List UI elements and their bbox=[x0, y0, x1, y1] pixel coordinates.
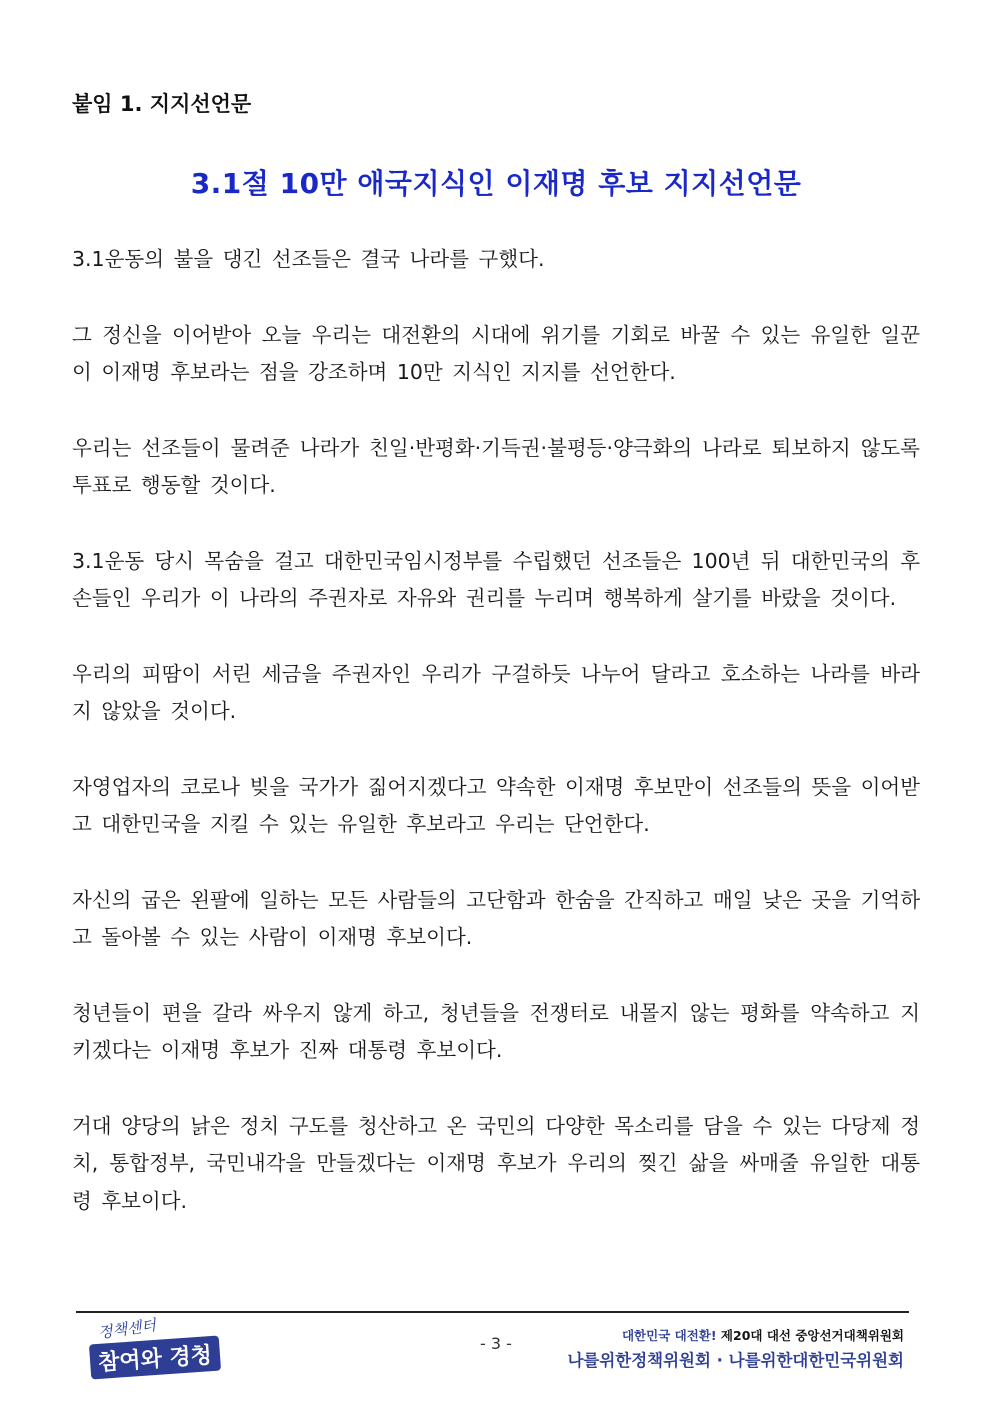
logo-subtitle: 정책센터 bbox=[97, 1316, 158, 1342]
committee-logo-line1 bbox=[567, 1326, 904, 1344]
committee-logo bbox=[567, 1326, 904, 1371]
document-body bbox=[72, 241, 920, 1258]
paragraph: 청년들이 편을 갈라 싸우지 않게 하고, 청년들을 전쟁터로 내몰지 않는 평화를 약속하고 지키겠다는 이재명 후보가 진짜 대통령 후보이다. bbox=[72, 1000, 920, 1062]
page-number: - 3 - bbox=[480, 1334, 512, 1353]
paragraph: 거대 양당의 낡은 정치 구도를 청산하고 온 국민의 다양한 목소리를 담을 수 있는 다당제 정치, 통합정부, 국민내각을 만들겠다는 이재명 후보가 우리의 찢긴 삶을 싸매줄 유일한 대통령 후보이다. bbox=[72, 1113, 920, 1213]
paragraph: 우리는 선조들이 물려준 나라가 친일·반평화·기득권·불평등·양극화의 나라로 퇴보하지 않도록 투표로 행동할 것이다. bbox=[72, 435, 920, 497]
committee-name: 제20대 대선 중앙선거대책위원회 bbox=[720, 1328, 904, 1343]
footer-divider bbox=[76, 1311, 909, 1313]
committee-logo-line2: 나를위한정책위원회 · 나를위한대한민국위원회 bbox=[567, 1351, 904, 1370]
paragraph: 우리의 피땀이 서린 세금을 주권자인 우리가 구걸하듯 나누어 달라고 호소하는 나라를 바라지 않았을 것이다. bbox=[72, 661, 920, 723]
paragraph: 3.1운동 당시 목숨을 걸고 대한민국임시정부를 수립했던 선조들은 100년 뒤 대한민국의 후손들인 우리가 이 나라의 주권자로 자유와 권리를 누리며 행복하게 살기를 바랐을 것이다. bbox=[72, 548, 920, 610]
logo-title: 참여와 경청 bbox=[89, 1336, 221, 1380]
paragraph: 그 정신을 이어받아 오늘 우리는 대전환의 시대에 위기를 기회로 바꿀 수 있는 유일한 일꾼이 이재명 후보라는 점을 강조하며 10만 지식인 지지를 선언한다. bbox=[72, 322, 920, 384]
attachment-label: 붙임 1. 지지선언문 bbox=[72, 92, 252, 116]
paragraph: 자영업자의 코로나 빚을 국가가 짊어지겠다고 약속한 이재명 후보만이 선조들의 뜻을 이어받고 대한민국을 지킬 수 있는 유일한 후보라고 우리는 단언한다. bbox=[72, 774, 920, 836]
document-title: 3.1절 10만 애국지식인 이재명 후보 지지선언문 bbox=[190, 167, 802, 200]
slogan: 대한민국 대전환! bbox=[621, 1328, 717, 1343]
paragraph: 3.1운동의 불을 댕긴 선조들은 결국 나라를 구했다. bbox=[72, 247, 545, 271]
paragraph: 자신의 굽은 왼팔에 일하는 모든 사람들의 고단함과 한숨을 간직하고 매일 낮은 곳을 기억하고 돌아볼 수 있는 사람이 이재명 후보이다. bbox=[72, 887, 920, 949]
